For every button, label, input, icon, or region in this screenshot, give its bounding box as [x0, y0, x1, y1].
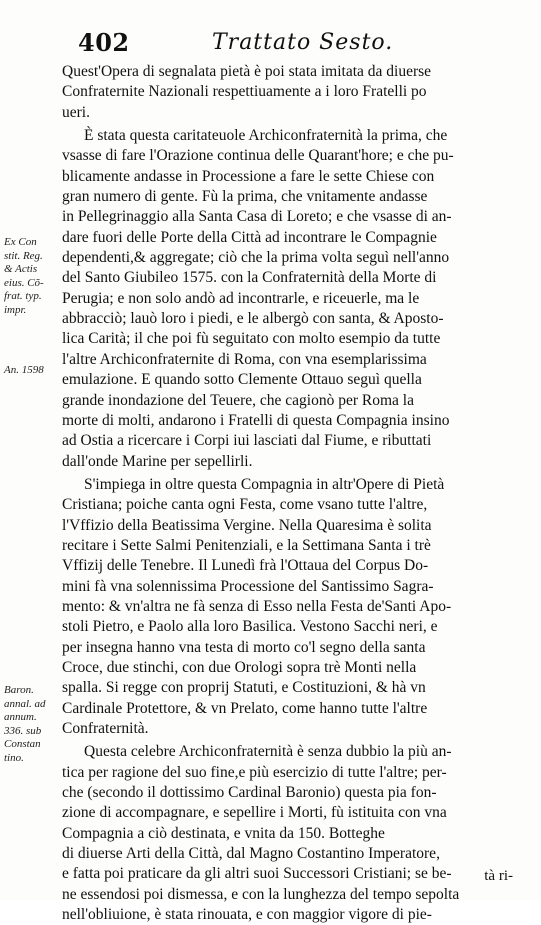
margin-note-baronius — [4, 684, 58, 765]
text-line: Vffizij delle Tenebre. Il Lunedì frà l'Ottaua del Corpus Do- — [62, 557, 429, 575]
text-line: È stata questa caritateuole Archiconfraternità la prima, che — [84, 127, 448, 145]
text-line: zione di accompagnare, e sepellire i Morti, fù istituita con vna — [62, 804, 447, 822]
paragraph — [62, 475, 524, 739]
margin-note-line: tino. — [4, 751, 24, 764]
text-line: vsasse di fare l'Orazione continua delle Quarant'hore; e che pu- — [62, 147, 454, 165]
text-line: Questa celebre Archiconfraternità è senza dubbio la più an- — [84, 743, 452, 761]
paragraph — [62, 742, 524, 925]
text-line: dall'onde Marine per sepellirli. — [62, 452, 253, 470]
margin-note-line: & Actis — [4, 263, 38, 275]
text-line: lica Carità; il che poi fù seguitato con molto esempio da tutte — [62, 330, 441, 348]
text-line: ad Ostia a ricercare i Corpi iui lasciati dal Fiume, e ributtati — [62, 432, 432, 450]
text-line: e fatta poi praticare da gli altri suoi Successori Cristiani; se be- — [62, 865, 452, 883]
text-line: recitare i Sette Salmi Penitenziali, e la Settimana Santa i trè — [62, 536, 431, 554]
margin-note-source — [4, 236, 58, 317]
text-line: nell'obliuione, è stata rinouata, e con maggior vigore di pie- — [62, 906, 432, 924]
text-line: Cristiana; poiche canta ogni Festa, come vsano tutte l'altre, — [62, 496, 428, 514]
margin-note-line: Constan — [4, 738, 41, 750]
text-line: del Santo Giubileo 1575. con la Confraternità della Morte di — [62, 269, 437, 287]
text-line: grande inondazione del Teuere, che cagionò per Roma la — [62, 391, 414, 409]
text-line: dare fuori delle Porte della Città ad incontrare le Compagnie — [62, 228, 437, 246]
text-line: Perugia; e non solo andò ad incontrarle, e riceuerle, ma le — [62, 289, 420, 307]
text-line: di diuerse Arti della Città, dal Magno Costantino Imperatore, — [62, 845, 440, 863]
margin-note-line: annal. ad — [4, 697, 46, 710]
paragraph — [62, 62, 524, 123]
margin-note-line: stit. Reg. — [4, 249, 43, 262]
text-line: l'Vffizio della Beatissima Vergine. Nella Quaresima è solita — [62, 516, 432, 534]
body-text — [62, 62, 524, 925]
margin-note-line: Baron. — [4, 684, 34, 696]
text-line: Cardinale Protettore, & vn Prelato, come hanno tutte l'altre — [62, 699, 428, 717]
page-number: 402 — [78, 28, 130, 57]
text-line: ne essendosi poi dismessa, e con la lunghezza del tempo sepolta — [62, 885, 460, 903]
text-line: Compagnia a ciò destinata, e vnita da 150. Botteghe — [62, 824, 385, 842]
text-line: Quest'Opera di segnalata pietà è poi stata imitata da diuerse — [62, 63, 432, 80]
text-line: dependenti,& aggregate; ciò che la prima volta seguì nell'anno — [62, 249, 450, 267]
text-line: Croce, due stinchi, con due Orologi sopra trè Monti nella — [62, 658, 417, 676]
margin-note-line: 336. sub — [4, 724, 42, 737]
text-line: emulazione. E quando sotto Clemente Ottauo seguì quella — [62, 371, 422, 389]
margin-note-line: An. 1598 — [4, 364, 44, 376]
text-line: abbracciò; lauò loro i piedi, e le albergò con santa, & Aposto- — [62, 310, 444, 328]
text-line: S'impiega in oltre questa Compagnia in altr'Opere di Pietà — [84, 475, 445, 493]
margin-note-year — [4, 364, 58, 378]
text-line: spalla. Si regge con proprij Statuti, e Costituzioni, & hà vn — [62, 679, 426, 697]
running-title: Trattato Sesto. — [212, 30, 394, 55]
paragraph — [62, 126, 524, 472]
margin-note-line: impr. — [4, 303, 27, 316]
margin-note-line: Ex Con — [4, 236, 37, 248]
text-line: tica per ragione del suo fine,e più esercizio di tutte l'altre; per- — [62, 763, 447, 781]
page-header — [0, 28, 541, 62]
text-line: mento: & vn'altra ne fà senza di Esso nella Festa de'Santi Apo- — [62, 597, 452, 615]
text-line: Confraternità. — [62, 720, 149, 737]
text-line: Confraternite Nazionali respettiuamente a i loro Fratelli po — [62, 83, 427, 101]
text-line: l'altre Archiconfraternite di Roma, con vna esemplarissima — [62, 350, 427, 368]
text-line: blicamente andasse in Processione a fare le sette Chiese con — [62, 167, 435, 185]
margin-note-line: annum. — [4, 711, 37, 723]
text-line: per insegna hanno vna testa di morto co'l segno della santa — [62, 638, 426, 656]
text-line: morte di molti, andarono i Fratelli di questa Compagnia insino — [62, 411, 450, 429]
text-line: gran numero di gente. Fù la prima, che vnitamente andasse — [62, 188, 428, 206]
catchword: tà ri- — [484, 868, 513, 884]
text-line: stoli Pietro, e Paolo alla loro Basilica. Vestono Sacchi neri, e — [62, 618, 438, 636]
text-line: in Pellegrinaggio alla Santa Casa di Loreto; e che vsasse di an- — [62, 208, 452, 226]
margin-note-line: frat. typ. — [4, 290, 42, 302]
margin-note-line: eius. Cõ- — [4, 276, 44, 289]
text-line: mini fà vna solennissima Processione del Santissimo Sagra- — [62, 577, 434, 595]
text-line: ueri. — [62, 103, 90, 121]
text-line: che (secondo il dottissimo Cardinal Baronio) questa pia fon- — [62, 784, 437, 802]
